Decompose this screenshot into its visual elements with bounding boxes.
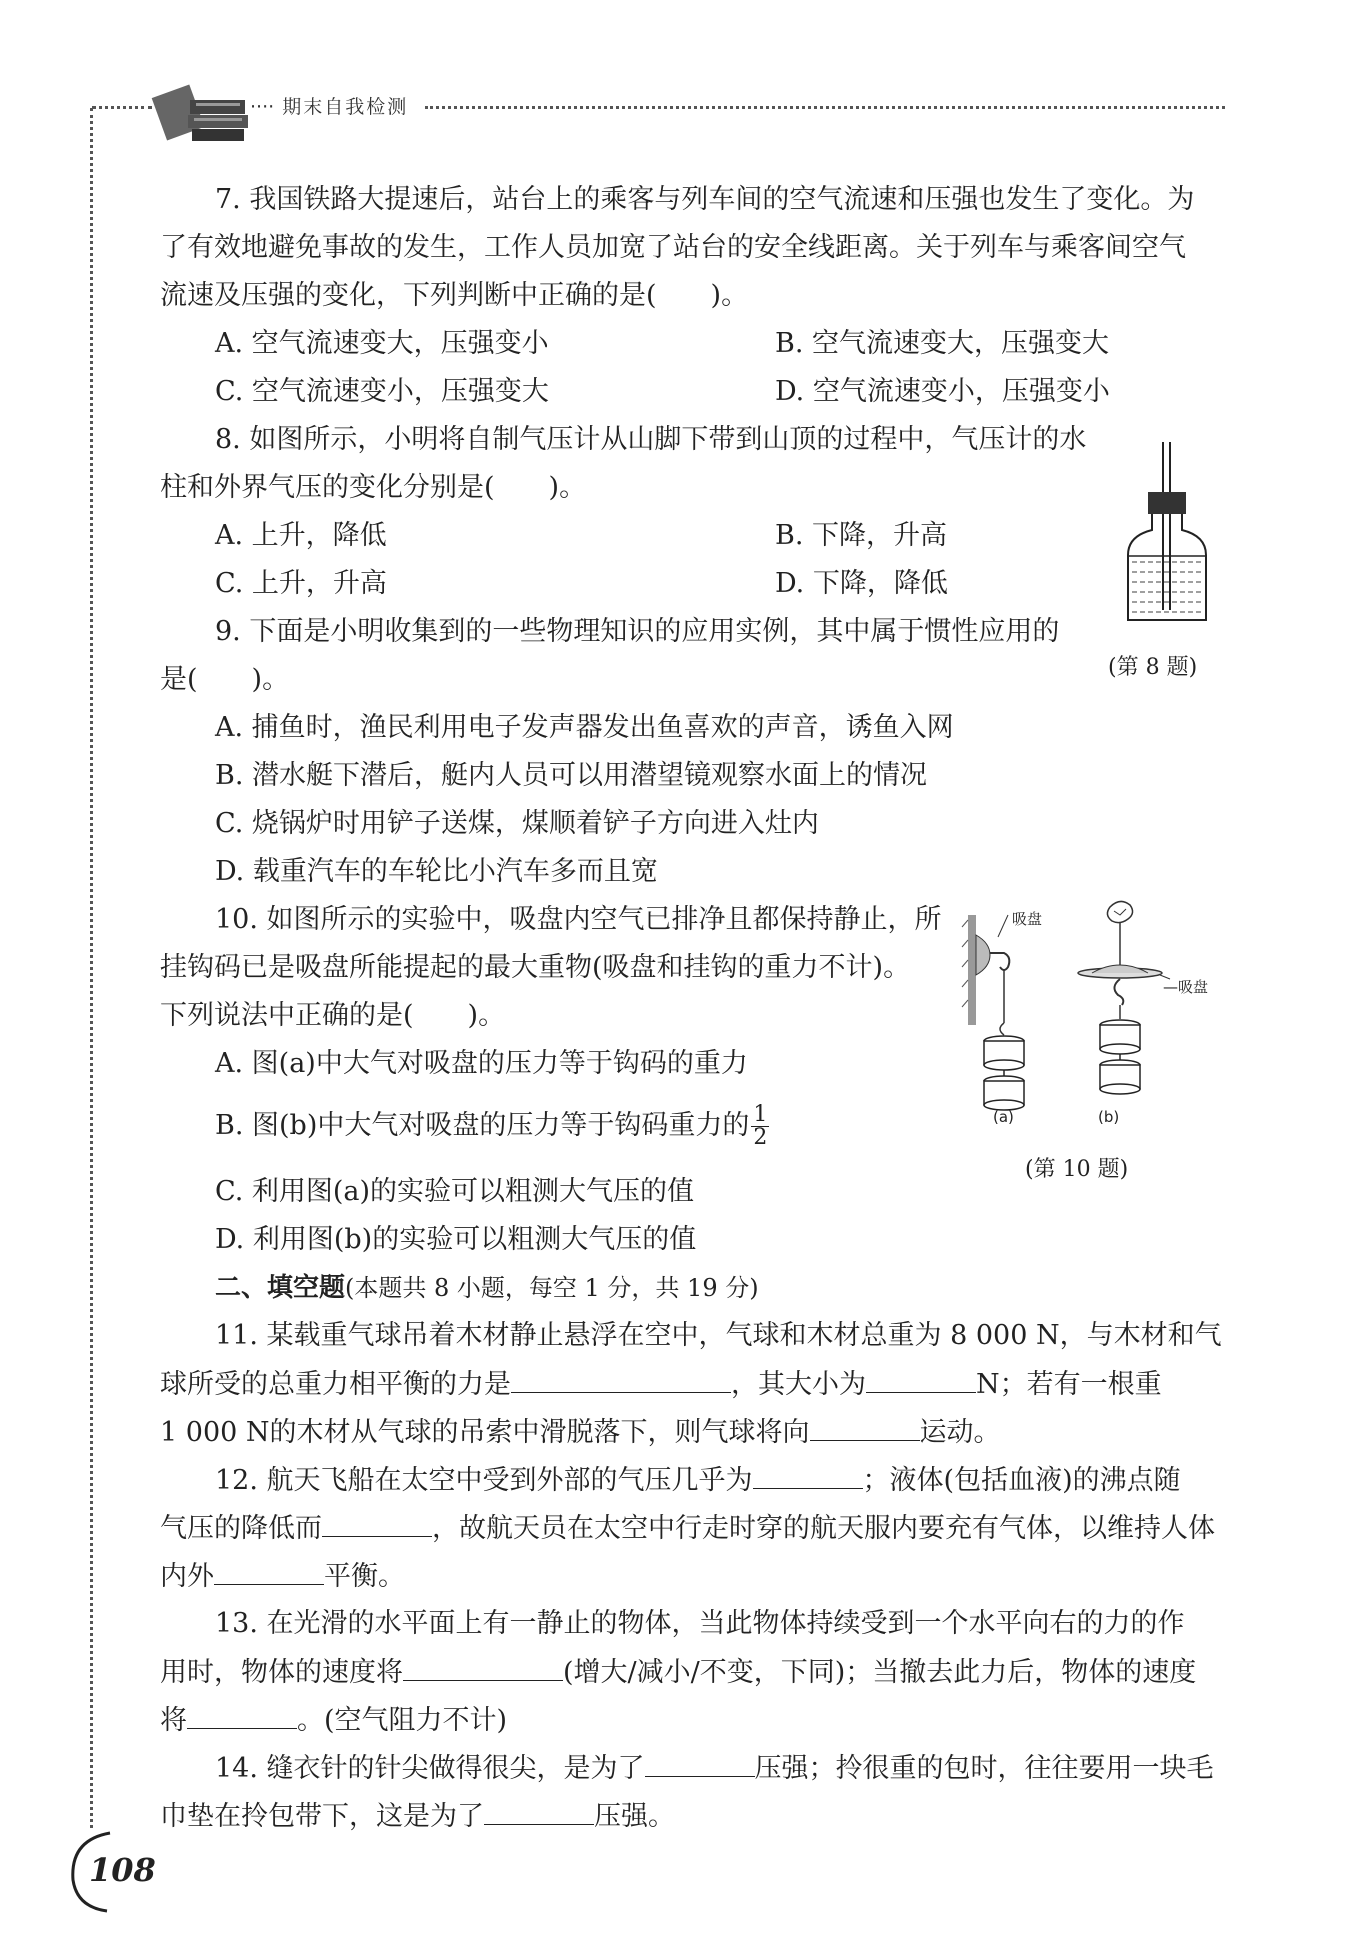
q13-line-3 [160, 1702, 507, 1739]
q14-text-a: 14. 缝衣针的针尖做得很尖，是为了 [215, 1753, 645, 1784]
q10-option-b-text: B. 图(b)中大气对吸盘的压力等于钩码重力的 [215, 1110, 750, 1141]
section-2-heading [215, 1270, 759, 1306]
q10-option-c: C. 利用图(a)的实验可以粗测大气压的值 [215, 1176, 695, 1207]
q8-option-c: C. 上升，升高 [215, 568, 387, 599]
fraction-denominator: 2 [753, 1125, 768, 1150]
page-number-badge [65, 1825, 156, 1915]
q7-line-1: 7. 我国铁路大提速后，站台上的乘客与列车间的空气流速和压强也发生了变化。为 [215, 184, 1195, 215]
q9-line-1: 9. 下面是小明收集到的一些物理知识的应用实例，其中属于惯性应用的 [215, 616, 1060, 647]
q12-line-2 [160, 1510, 1215, 1547]
books-logo-icon [150, 60, 260, 145]
q12-text-a: 12. 航天飞船在太空中受到外部的气压几乎为 [215, 1465, 753, 1496]
fig-b-label: (b) [1098, 1108, 1120, 1126]
one-half-fraction [751, 1104, 769, 1149]
q12-text-b: ；液体(包括血液)的沸点随 [862, 1465, 1181, 1496]
header-dotted-rule-left [92, 106, 152, 109]
q9-option-a: A. 捕鱼时，渔民利用电子发声器发出鱼喜欢的声音，诱鱼入网 [215, 712, 954, 743]
q11-text-d: 1 000 N的木材从气球的吊索中滑脱落下，则气球将向 [160, 1417, 810, 1448]
q13-blank-2[interactable] [187, 1702, 297, 1729]
q12-text-e: 内外 [160, 1561, 214, 1592]
page-number: 108 [89, 1851, 156, 1889]
q7-option-b: B. 空气流速变大，压强变大 [775, 328, 1110, 359]
q14-text-c: 巾垫在拎包带下，这是为了 [160, 1801, 484, 1832]
q13-blank-1[interactable] [403, 1654, 563, 1681]
q12-blank-3[interactable] [214, 1558, 324, 1585]
q7-option-d: D. 空气流速变小，压强变小 [775, 376, 1110, 407]
q14-blank-2[interactable] [484, 1798, 594, 1825]
section-2-title: 二、填空题 [215, 1273, 346, 1303]
q14-text-b: 压强；拎很重的包时，往往要用一块毛 [754, 1753, 1214, 1784]
q12-line-3 [160, 1558, 405, 1595]
q7-line-3: 流速及压强的变化，下列判断中正确的是( )。 [160, 280, 749, 311]
fig-a-label: (a) [993, 1108, 1014, 1126]
section-2-note: (本题共 8 小题，每空 1 分，共 19 分) [345, 1274, 759, 1302]
q12-blank-2[interactable] [322, 1510, 432, 1537]
q11-text-a: 球所受的总重力相平衡的力是 [160, 1369, 511, 1400]
q8-option-b: B. 下降，升高 [775, 520, 948, 551]
q13-line-1: 13. 在光滑的水平面上有一静止的物体，当此物体持续受到一个水平向右的力的作 [215, 1608, 1185, 1639]
q13-text-a: 用时，物体的速度将 [160, 1657, 403, 1688]
suction-cup-figure [960, 895, 1200, 1130]
q9-option-d: D. 载重汽车的车轮比小汽车多而且宽 [215, 856, 658, 887]
q12-text-c: 气压的降低而 [160, 1513, 322, 1544]
fig-a-sucker-label: 吸盘 [1012, 910, 1043, 928]
q11-blank-2[interactable] [866, 1366, 976, 1393]
q13-line-2 [160, 1654, 1196, 1691]
q7-option-c: C. 空气流速变小，压强变大 [215, 376, 549, 407]
q8-option-d: D. 下降，降低 [775, 568, 948, 599]
q13-text-b: (增大/减小/不变，下同)；当撤去此力后，物体的速度 [563, 1657, 1197, 1688]
q8-figure-caption: (第 8 题) [1108, 655, 1198, 680]
barometer-bottle-figure [1118, 440, 1218, 630]
q9-option-c: C. 烧锅炉时用铲子送煤，煤顺着铲子方向进入灶内 [215, 808, 819, 839]
q8-option-a: A. 上升，降低 [215, 520, 387, 551]
page-margin-dotted-line [90, 108, 93, 1828]
q11-line-1: 11. 某载重气球吊着木材静止悬浮在空中，气球和木材总重为 8 000 N，与木材和气 [215, 1320, 1222, 1351]
q12-blank-1[interactable] [753, 1462, 863, 1489]
q10-line-2: 挂钩码已是吸盘所能提起的最大重物(吸盘和挂钩的重力不计)。 [160, 952, 911, 983]
q14-text-d: 压强。 [594, 1801, 675, 1832]
q10-line-1: 10. 如图所示的实验中，吸盘内空气已排净且都保持静止，所 [215, 904, 942, 935]
header-title-text: 期末自我检测 [282, 96, 409, 118]
q9-line-2: 是( )。 [160, 664, 290, 695]
q11-blank-3[interactable] [810, 1414, 920, 1441]
q14-blank-1[interactable] [645, 1750, 755, 1777]
fraction-numerator: 1 [753, 1102, 768, 1127]
q11-line-3 [160, 1414, 1001, 1451]
q10-option-d: D. 利用图(b)的实验可以粗测大气压的值 [215, 1224, 697, 1255]
q11-text-c: N；若有一根重 [976, 1369, 1162, 1400]
q10-line-3: 下列说法中正确的是( )。 [160, 1000, 506, 1031]
q11-blank-1[interactable] [511, 1366, 731, 1393]
q7-line-2: 了有效地避免事故的发生，工作人员加宽了站台的安全线距离。关于列车与乘客间空气 [160, 232, 1186, 263]
q14-line-1 [215, 1750, 1214, 1787]
q8-line-1: 8. 如图所示，小明将自制气压计从山脚下带到山顶的过程中，气压计的水 [215, 424, 1087, 455]
q10-option-a: A. 图(a)中大气对吸盘的压力等于钩码的重力 [215, 1048, 748, 1079]
q13-text-c: 将 [160, 1705, 187, 1736]
header-title [250, 92, 408, 119]
q11-text-b: ，其大小为 [731, 1369, 866, 1400]
q9-option-b: B. 潜水艇下潜后，艇内人员可以用潜望镜观察水面上的情况 [215, 760, 928, 791]
q11-line-2 [160, 1366, 1162, 1403]
q11-text-e: 运动。 [919, 1417, 1001, 1448]
q12-text-f: 平衡。 [324, 1561, 405, 1592]
q14-line-2 [160, 1798, 675, 1835]
q10-figure-caption: (第 10 题) [1025, 1157, 1129, 1182]
q7-option-a: A. 空气流速变大，压强变小 [215, 328, 549, 359]
q12-line-1 [215, 1462, 1181, 1499]
q8-line-2: 柱和外界气压的变化分别是( )。 [160, 472, 587, 503]
header-leading-dots: ···· [250, 96, 275, 118]
fig-b-sucker-label: —吸盘 [1163, 978, 1209, 996]
q13-text-d: 。(空气阻力不计) [297, 1705, 508, 1736]
q12-text-d: ，故航天员在太空中行走时穿的航天服内要充有气体，以维持人体 [432, 1513, 1215, 1544]
q10-option-b [215, 1104, 769, 1149]
header-dotted-rule-right [425, 106, 1225, 109]
